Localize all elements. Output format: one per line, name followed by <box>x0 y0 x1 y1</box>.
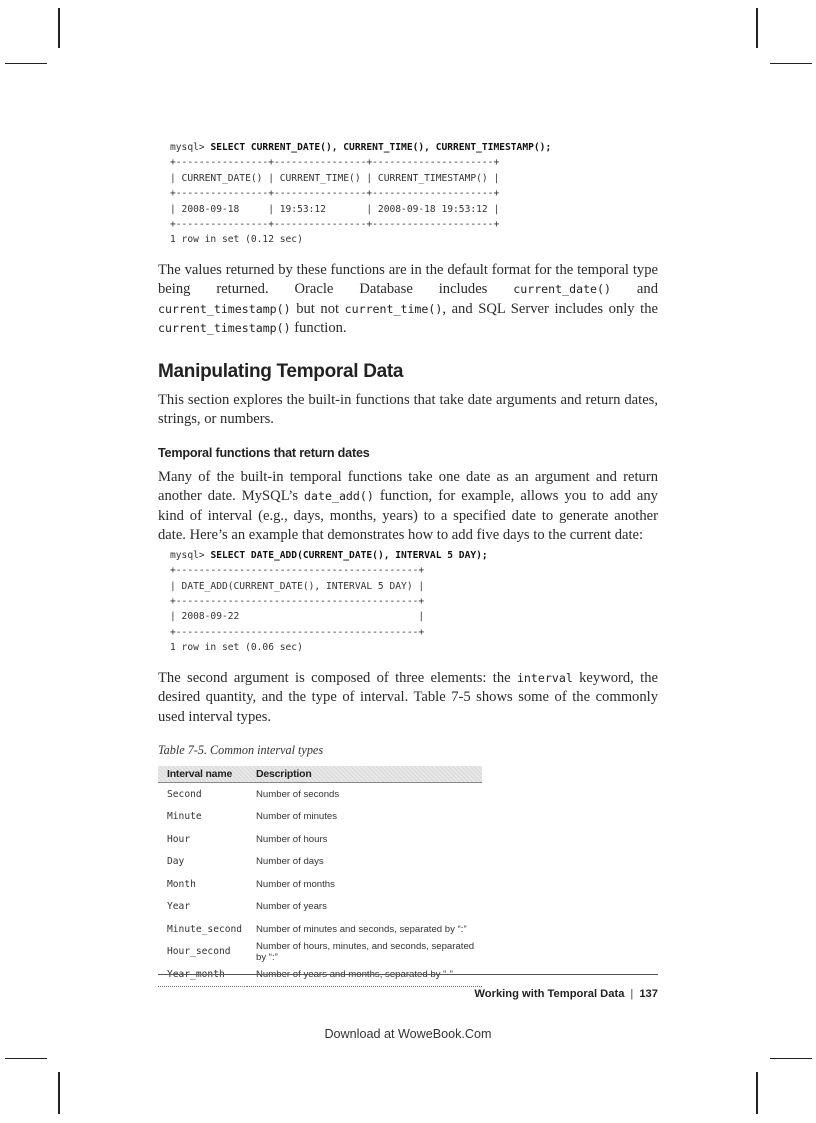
interval-name-cell: Minute <box>167 811 202 823</box>
text-run: function. <box>290 320 347 337</box>
code-block <box>158 548 658 656</box>
crop-mark <box>58 8 60 48</box>
inline-code: date_add() <box>304 489 374 504</box>
text-run: but not <box>290 300 345 317</box>
inline-code: current_timestamp() <box>158 301 291 316</box>
inline-code: interval <box>516 670 573 685</box>
inline-code: current_time() <box>344 301 443 316</box>
paragraph: This section explores the built-in functions that take date arguments and return dates, strings, or numbers. <box>158 391 658 428</box>
interval-types-table <box>158 766 482 987</box>
crop-mark <box>5 1058 47 1059</box>
interval-name-cell: Month <box>167 878 196 890</box>
crop-mark <box>756 8 758 48</box>
table-row <box>158 896 482 919</box>
table-row <box>158 851 482 874</box>
interval-name-cell: Year <box>167 901 191 913</box>
paragraph <box>158 468 658 546</box>
description-cell: Number of hours <box>256 833 328 845</box>
crop-mark <box>770 1058 812 1059</box>
text-run: The values returned by these functions are in the default format for the temporal type being returned. Oracle Database includes <box>158 261 658 298</box>
description-cell: Number of minutes and seconds, separated by “:” <box>256 923 467 935</box>
page-content <box>158 140 658 987</box>
crop-mark <box>770 63 812 64</box>
download-note: Download at WoweBook.Com <box>324 1027 492 1041</box>
column-header: Interval name <box>158 766 247 783</box>
paragraph <box>158 669 658 728</box>
footer-separator: | <box>630 988 634 1000</box>
table-row <box>158 941 482 964</box>
inline-code: current_timestamp() <box>158 321 291 336</box>
code-output: +------------------------------------------+ | DATE_ADD(CURRENT_DATE(), INTERVAL 5 DAY) | +------------------------------------------+ | 2008-09-22 | +------------------------------------------+ 1 row in set (0.06 sec) <box>170 565 425 654</box>
text-run: , and SQL Server includes only the <box>442 300 658 317</box>
text-run: function, for example, allows you to add any kind of interval (e.g., days, months, years) to a specified date to generate another date. Here’s an example that demonstrates how to add five days to the current date: <box>158 488 658 544</box>
description-cell: Number of months <box>256 878 335 890</box>
interval-name-cell: Hour <box>167 833 191 845</box>
subsection-heading: Temporal functions that return dates <box>158 445 370 460</box>
description-cell: Number of hours, minutes, and seconds, separated by “:” <box>256 940 475 963</box>
table-header-row <box>158 766 482 783</box>
table-row <box>158 873 482 896</box>
code-prompt: mysql> <box>170 549 211 561</box>
table-caption: Table 7-5. Common interval types <box>158 743 324 758</box>
interval-name-cell: Second <box>167 788 202 800</box>
table-row <box>158 828 482 851</box>
code-output: +----------------+----------------+---------------------+ | CURRENT_DATE() | CURRENT_TIME() | CURRENT_TIMESTAMP() | +----------------+----------------+---------------------+ | 2008-09-18 | 19:53:12 | 2008-09-18 19:53:12 | +----------------+----------------+---------------------+ 1 row in set (0.12 sec) <box>170 157 500 246</box>
code-prompt: mysql> <box>170 142 211 153</box>
column-header: Description <box>247 766 482 783</box>
description-cell: Number of seconds <box>256 788 340 800</box>
interval-name-cell: Minute_second <box>167 923 243 935</box>
page-footer <box>474 988 658 1000</box>
description-cell: Number of minutes <box>256 811 338 823</box>
text-run: The second argument is composed of three elements: the <box>158 669 517 686</box>
table-row <box>158 806 482 829</box>
text-run: keyword, the desired quantity, and the type of interval. Table 7-5 shows some of the commonly used interval types. <box>158 669 658 725</box>
crop-mark <box>58 1072 60 1114</box>
paragraph <box>158 261 658 339</box>
section-heading: Manipulating Temporal Data <box>158 360 404 382</box>
text-run: Many of the built-in temporal functions take one date as an argument and return another date. MySQL’s <box>158 468 658 505</box>
running-title: Working with Temporal Data <box>474 988 625 1000</box>
code-block <box>158 140 658 248</box>
table-row <box>158 783 482 806</box>
crop-mark <box>5 63 47 64</box>
code-command: SELECT CURRENT_DATE(), CURRENT_TIME(), CURRENT_TIMESTAMP(); <box>210 142 552 153</box>
footer-divider <box>158 974 658 975</box>
crop-mark <box>756 1072 758 1114</box>
interval-name-cell: Day <box>167 856 185 868</box>
description-cell: Number of days <box>256 856 324 868</box>
interval-name-cell: Hour_second <box>167 946 231 958</box>
inline-code: current_date() <box>513 282 611 297</box>
text-run: and <box>611 281 658 298</box>
table-row <box>158 918 482 941</box>
page-number: 137 <box>639 988 658 1000</box>
code-command: SELECT DATE_ADD(CURRENT_DATE(), INTERVAL 5 DAY); <box>210 549 488 561</box>
description-cell: Number of years <box>256 901 327 913</box>
